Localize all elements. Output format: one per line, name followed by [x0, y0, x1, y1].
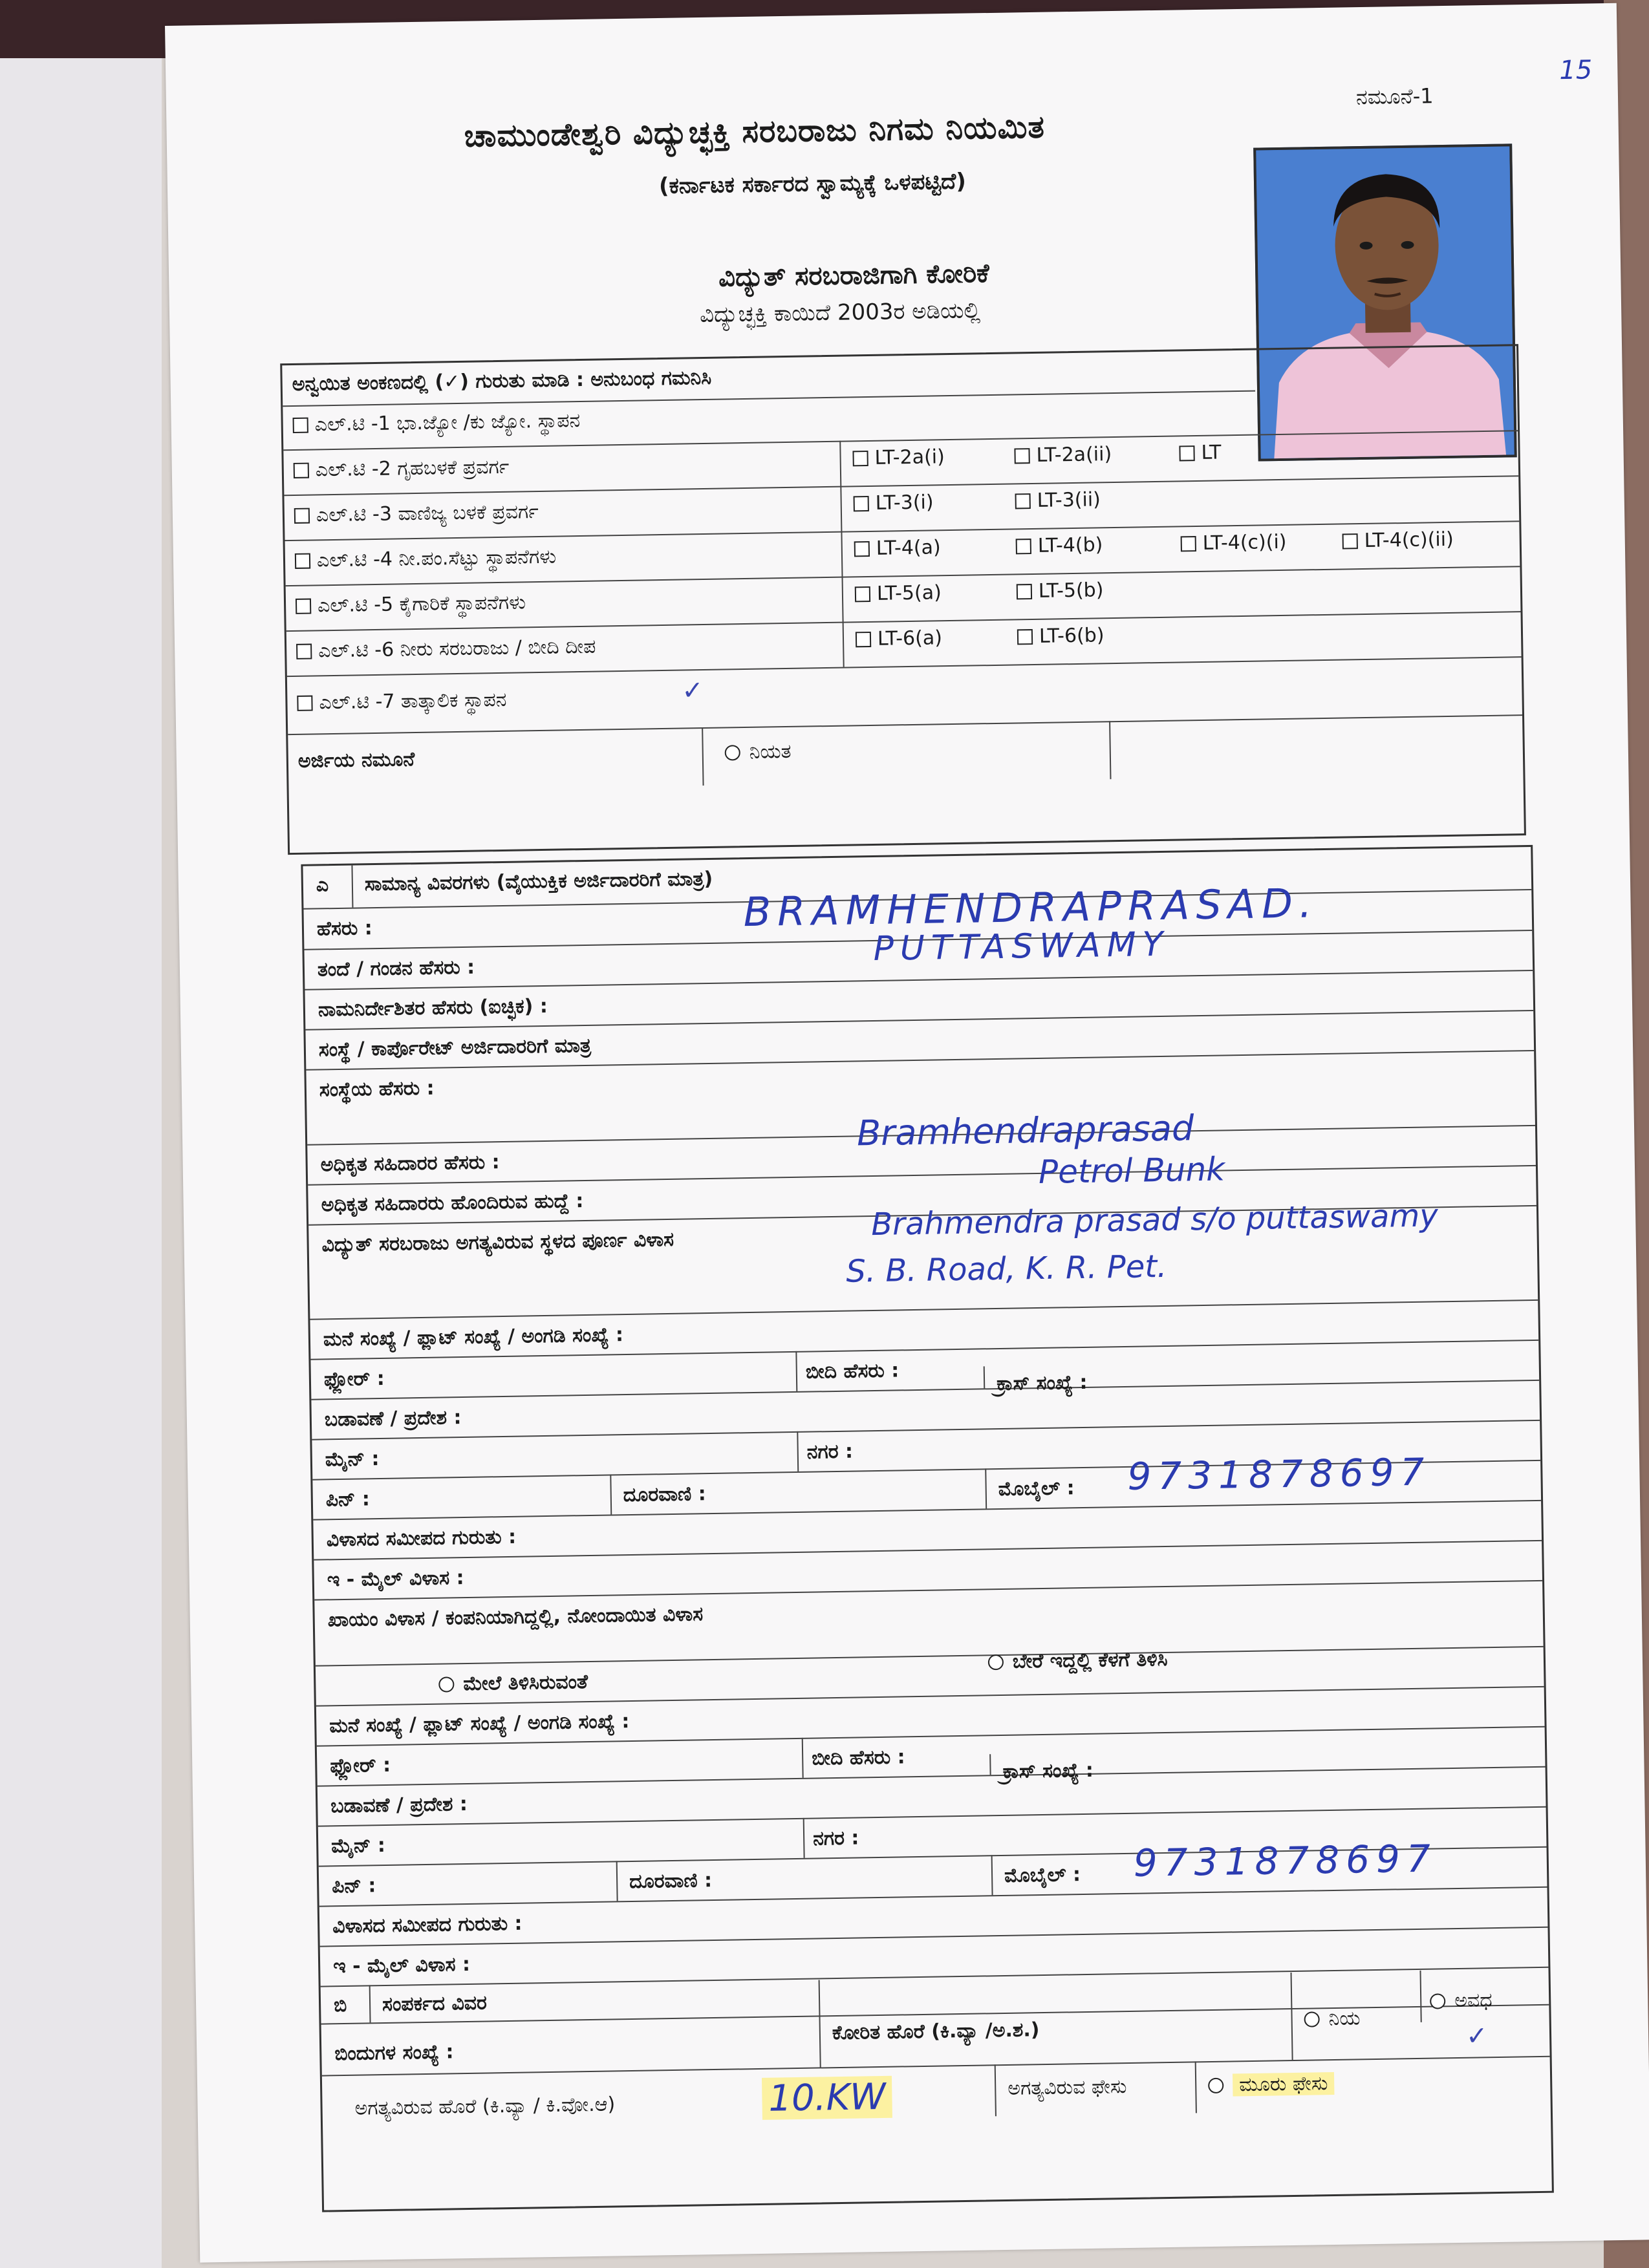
lt4-checkbox[interactable] — [295, 553, 310, 569]
form-number: ನಮೂನೆ-1 — [1355, 83, 1434, 110]
lt4ci-checkbox[interactable] — [1181, 536, 1196, 551]
lt6b-option[interactable]: LT-6(b) — [1017, 624, 1105, 648]
tariff-table — [280, 344, 1526, 855]
line — [310, 1300, 1538, 1320]
lt2b-checkbox[interactable] — [1179, 445, 1194, 461]
floor-label-2: ಫ್ಲೋರ್ : — [330, 1753, 391, 1778]
tariff-row-lt6: ಎಲ್.ಟಿ -6 ನೀರು ಸರಬರಾಜು / ಬೀದಿ ದೀಪ — [296, 636, 596, 663]
col-divider — [797, 1431, 799, 1471]
mobile-label-2: ಮೊಬೈಲ್ : — [1004, 1863, 1081, 1887]
line — [312, 1420, 1540, 1440]
city-label: ನಗರ : — [806, 1440, 854, 1464]
email-label: ಇ - ಮೈಲ್ ವಿಳಾಸ : — [327, 1567, 464, 1592]
org-subtitle: (ಕರ್ನಾಟಕ ಸರ್ಕಾರದ ಸ್ವಾಮ್ಯಕ್ಕೆ ಒಳಪಟ್ಟಿದೆ) — [658, 168, 967, 200]
lt4cii-checkbox[interactable] — [1342, 533, 1358, 549]
lt5-checkbox[interactable] — [296, 599, 311, 614]
load-option-1[interactable]: ನಿಯ — [1304, 2007, 1360, 2030]
col-divider — [795, 1351, 797, 1391]
main-label-2: ಮೈನ್ : — [330, 1834, 386, 1858]
lt4b-option[interactable]: LT-4(b) — [1016, 533, 1103, 557]
lt2aii-option[interactable]: LT-2a(ii) — [1014, 443, 1112, 467]
required-load-value: 10.KW — [762, 2076, 892, 2120]
tariff-instruction: ಅನ್ವಯಿತ ಅಂಕಣದಲ್ಲಿ (✓) ಗುರುತು ಮಾಡಿ : ಅನುಬಂಧ ಗಮನಿಸಿ — [292, 366, 712, 396]
tariff-row-lt1: ಎಲ್.ಟಿ -1 ಭಾ.ಜ್ಯೋ /ಕು ಜ್ಯೋ. ಸ್ಥಾಪನ — [292, 409, 580, 436]
lt3i-checkbox[interactable] — [854, 496, 869, 511]
line — [318, 1806, 1546, 1827]
lt2aii-checkbox[interactable] — [1014, 448, 1029, 464]
section-b-marker: ಬಿ — [333, 1993, 347, 2017]
lt4a-option[interactable]: LT-4(a) — [854, 536, 941, 560]
email-label-2: ಇ - ಮೈಲ್ ವಿಳಾಸ : — [332, 1952, 471, 1978]
line — [314, 1580, 1542, 1601]
lt6a-option[interactable]: LT-6(a) — [856, 626, 942, 650]
application-type-option[interactable]: ನಿಯತ — [724, 740, 791, 764]
other-address-radio[interactable] — [988, 1654, 1004, 1670]
house-number-label: ಮನೆ ಸಂಖ್ಯೆ / ಫ್ಲಾಟ್ ಸಂಖ್ಯೆ / ಅಂಗಡಿ ಸಂಖ್ಯೆ : — [323, 1323, 624, 1351]
connection-points-label: ಬಿಂದುಗಳ ಸಂಖ್ಯೆ : — [334, 2040, 454, 2066]
section-a-title: ಸಾಮಾನ್ಯ ವಿವರಗಳು (ವೈಯುಕ್ತಿಕ ಅರ್ಜಿದಾರರಿಗೆ ಮಾತ್ರ) — [364, 867, 713, 896]
cross-number-label-2: ಕ್ರಾಸ್ ಸಂಖ್ಯೆ : — [1002, 1759, 1094, 1783]
lt6a-checkbox[interactable] — [856, 632, 871, 647]
lt7-tick-mark: ✓ — [681, 676, 704, 706]
phase-label: ಅಗತ್ಯವಿರುವ ಫೇಸು — [1007, 2075, 1127, 2100]
permanent-address-label: ಖಾಯಂ ವಿಳಾಸ / ಕಂಪನಿಯಾಗಿದ್ದಲ್ಲಿ, ನೋಂದಾಯಿತ ವಿಳಾಸ — [327, 1603, 704, 1632]
city-label-2: ನಗರ : — [812, 1826, 859, 1850]
col-divider — [616, 1861, 618, 1901]
section-b-title: ಸಂಪರ್ಕದ ವಿವರ — [382, 1991, 488, 2017]
col-divider — [985, 1468, 987, 1508]
tariff-row-lt3: ಎಲ್.ಟಿ -3 ವಾಣಿಜ್ಯ ಬಳಕೆ ಪ್ರವರ್ಗ — [294, 500, 539, 527]
father-name-label: ತಂದೆ / ಗಂಡನ ಹೆಸರು : — [317, 956, 475, 981]
lt3-checkbox[interactable] — [294, 508, 310, 524]
designation-value: Petrol Bunk — [1038, 1150, 1225, 1191]
load-option-1-radio[interactable] — [1304, 2011, 1319, 2027]
load-option-2[interactable]: ಅವಧ — [1430, 1989, 1493, 2013]
load-option-tick: ✓ — [1465, 2021, 1488, 2051]
mobile-label: ಮೊಬೈಲ್ : — [998, 1477, 1075, 1501]
line — [305, 970, 1533, 990]
area-label: ಬಡಾವಣೆ / ಪ್ರದೇಶ : — [324, 1406, 462, 1431]
line — [313, 1500, 1541, 1521]
main-label: ಮೈನ್ : — [325, 1448, 380, 1471]
col-divider — [819, 1980, 821, 2067]
col-divider — [802, 1738, 804, 1778]
lt6-checkbox[interactable] — [296, 644, 312, 659]
organisation-name-label: ಸಂಸ್ಥೆಯ ಹೆಸರು : — [319, 1076, 435, 1102]
street-name-label-2: ಬೀದಿ ಹೆಸರು : — [811, 1746, 905, 1770]
area-label-2: ಬಡಾವಣೆ / ಪ್ರದೇಶ : — [330, 1792, 468, 1818]
lt3ii-checkbox[interactable] — [1015, 493, 1031, 509]
app-type-divider — [1109, 721, 1111, 779]
lt1-checkbox[interactable] — [293, 418, 308, 433]
form-page — [165, 3, 1649, 2263]
tariff-row-lt5: ಎಲ್.ಟಿ -5 ಕೈಗಾರಿಕೆ ಸ್ಥಾಪನೆಗಳು — [296, 591, 526, 617]
cross-number-label: ಕ್ರಾಸ್ ಸಂಖ್ಯೆ : — [996, 1371, 1088, 1396]
tariff-row-line — [288, 714, 1522, 735]
lt3ii-option[interactable]: LT-3(ii) — [1015, 488, 1101, 512]
lt3i-option[interactable]: LT-3(i) — [853, 491, 933, 515]
lt2b-option[interactable]: LT — [1179, 441, 1221, 464]
app-type-divider — [702, 727, 704, 786]
org-name: ಚಾಮುಂಡೇಶ್ವರಿ ವಿದ್ಯುಚ್ಛಕ್ತಿ ಸರಬರಾಜು ನಿಗಮ ನಿಯಮಿತ — [464, 109, 1046, 155]
tariff-row-lt2: ಎಲ್.ಟಿ -2 ಗೃಹಬಳಕೆ ಪ್ರವರ್ಗ — [294, 456, 510, 482]
phase-option-radio[interactable] — [1208, 2078, 1223, 2093]
line — [319, 1887, 1547, 1907]
tariff-row-lt7: ಎಲ್.ಟಿ -7 ತಾತ್ಕಾಲಿಕ ಸ್ಥಾಪನ — [297, 689, 506, 714]
general-details-table — [301, 845, 1554, 2212]
col-divider — [610, 1474, 612, 1514]
lt2-checkbox[interactable] — [294, 463, 309, 478]
full-address-line1: Brahmendra prasad s/o puttaswamy — [870, 1197, 1439, 1243]
act-line: ವಿದ್ಯುಚ್ಛಕ್ತಿ ಕಾಯಿದೆ 2003ರ ಅಡಿಯಲ್ಲಿ — [699, 297, 981, 328]
full-address-line2: S. B. Road, K. R. Pet. — [845, 1248, 1167, 1290]
lt4a-checkbox[interactable] — [854, 541, 870, 557]
name-label: ಹೆಸರು : — [316, 917, 373, 941]
mobile-value-2: 9731878697 — [1133, 1836, 1438, 1885]
col-divider — [984, 1366, 986, 1388]
form-title: ವಿದ್ಯುತ್ ಸರಬರಾಜಿಗಾಗಿ ಕೋರಿಕೆ — [718, 259, 990, 293]
lt2ai-checkbox[interactable] — [852, 451, 868, 466]
col-divider — [989, 1754, 991, 1775]
tariff-col-divider — [839, 441, 844, 667]
lt6b-checkbox[interactable] — [1017, 629, 1033, 645]
lt5a-checkbox[interactable] — [855, 586, 870, 602]
pin-label-2: ಪಿನ್ : — [331, 1874, 376, 1898]
lt4ci-option[interactable]: LT-4(c)(i) — [1180, 531, 1286, 555]
line — [322, 2056, 1550, 2077]
line — [316, 1646, 1544, 1667]
line — [311, 1380, 1539, 1400]
phase-option[interactable]: ಮೂರು ಫೇಸು — [1208, 2072, 1335, 2097]
load-option-2-radio[interactable] — [1430, 1993, 1445, 2009]
floor-label: ಫ್ಲೋರ್ : — [323, 1367, 385, 1391]
lt7-checkbox[interactable] — [297, 696, 312, 711]
lt5b-checkbox[interactable] — [1017, 584, 1032, 599]
name-value: BRAMHENDRAPRASAD. — [743, 879, 1319, 936]
same-as-above-radio[interactable] — [438, 1676, 454, 1692]
col-divider — [1195, 2061, 1197, 2113]
section-marker-divider — [351, 866, 353, 908]
other-address-option[interactable]: ಬೇರೆ ಇದ್ದಲ್ಲಿ ಕೆಳಗೆ ತಿಳಿಸಿ — [988, 1648, 1168, 1673]
same-as-above-option[interactable]: ಮೇಲೆ ತಿಳಿಸಿರುವಂತೆ — [438, 1671, 588, 1696]
designation-label: ಅಧಿಕೃತ ಸಹಿದಾರರು ಹೊಂದಿರುವ ಹುದ್ದೆ : — [321, 1190, 584, 1217]
street-name-label: ಬೀದಿ ಹೆಸರು : — [805, 1359, 900, 1384]
line — [318, 1766, 1546, 1787]
nominee-label: ನಾಮನಿರ್ದೇಶಿತರ ಹೆಸರು (ಐಚ್ಛಿಕ) : — [318, 994, 548, 1022]
lt4cii-option[interactable]: LT-4(c)(ii) — [1342, 528, 1454, 553]
line — [321, 1967, 1549, 1987]
corporate-label: ಸಂಸ್ಥೆ / ಕಾರ್ಪೊರೇಟ್ ಅರ್ಜಿದಾರರಿಗೆ ಮಾತ್ರ — [318, 1034, 592, 1062]
lt5b-option[interactable]: LT-5(b) — [1017, 579, 1104, 603]
signatory-value: Bramhendraprasad — [856, 1107, 1194, 1154]
pin-label: ಪಿನ್ : — [325, 1488, 371, 1512]
section-marker-divider — [369, 1985, 371, 2022]
col-divider — [995, 2064, 997, 2116]
section-a-marker: ಎ — [316, 873, 329, 897]
tariff-row-lt4: ಎಲ್.ಟಿ -4 ನೀ.ಪಂ.ಸೆಟ್ಟು ಸ್ಥಾಪನೆಗಳು — [295, 546, 557, 572]
phone-label-2: ದೂರವಾಣಿ : — [629, 1869, 713, 1894]
regular-radio[interactable] — [725, 745, 740, 760]
col-divider — [803, 1818, 805, 1858]
father-name-value: PUTTASWAMY — [873, 925, 1170, 968]
col-divider — [1419, 1971, 1421, 2022]
lt5a-option[interactable]: LT-5(a) — [855, 581, 942, 605]
lt2ai-option[interactable]: LT-2a(i) — [852, 445, 945, 469]
mobile-value: 9731878697 — [1126, 1450, 1431, 1499]
required-load-label: ಅಗತ್ಯವಿರುವ ಹೊರೆ (ಕಿ.ವ್ಯಾ / ಕಿ.ವೋ.ಆ) — [354, 2093, 616, 2120]
requested-load-label: ಕೋರಿತ ಹೊರೆ (ಕಿ.ವ್ಯಾ /ಅ.ಶ.) — [832, 2018, 1040, 2045]
application-type-label: ಅರ್ಜಿಯ ನಮೂನೆ — [297, 748, 415, 773]
landmark-label-2: ವಿಳಾಸದ ಸಮೀಪದ ಗುರುತು : — [332, 1912, 523, 1938]
binder-spine — [0, 58, 162, 2268]
full-address-label: ವಿದ್ಯುತ್ ಸರಬರಾಜು ಅಗತ್ಯವಿರುವ ಸ್ಥಳದ ಪೂರ್ಣ ವಿಳಾಸ — [321, 1228, 674, 1257]
phone-label: ದೂರವಾಣಿ : — [623, 1482, 706, 1507]
signatory-label: ಅಧಿಕೃತ ಸಹಿದಾರರ ಹೆಸರು : — [320, 1151, 500, 1177]
landmark-label: ವಿಳಾಸದ ಸಮೀಪದ ಗುರುತು : — [326, 1525, 517, 1552]
col-divider — [991, 1855, 993, 1895]
lt4b-checkbox[interactable] — [1016, 539, 1031, 554]
col-divider — [1291, 1973, 1293, 2060]
house-number-label-2: ಮನೆ ಸಂಖ್ಯೆ / ಫ್ಲಾಟ್ ಸಂಖ್ಯೆ / ಅಂಗಡಿ ಸಂಖ್ಯೆ : — [329, 1710, 630, 1738]
corner-page-note: 15 — [1558, 55, 1593, 86]
